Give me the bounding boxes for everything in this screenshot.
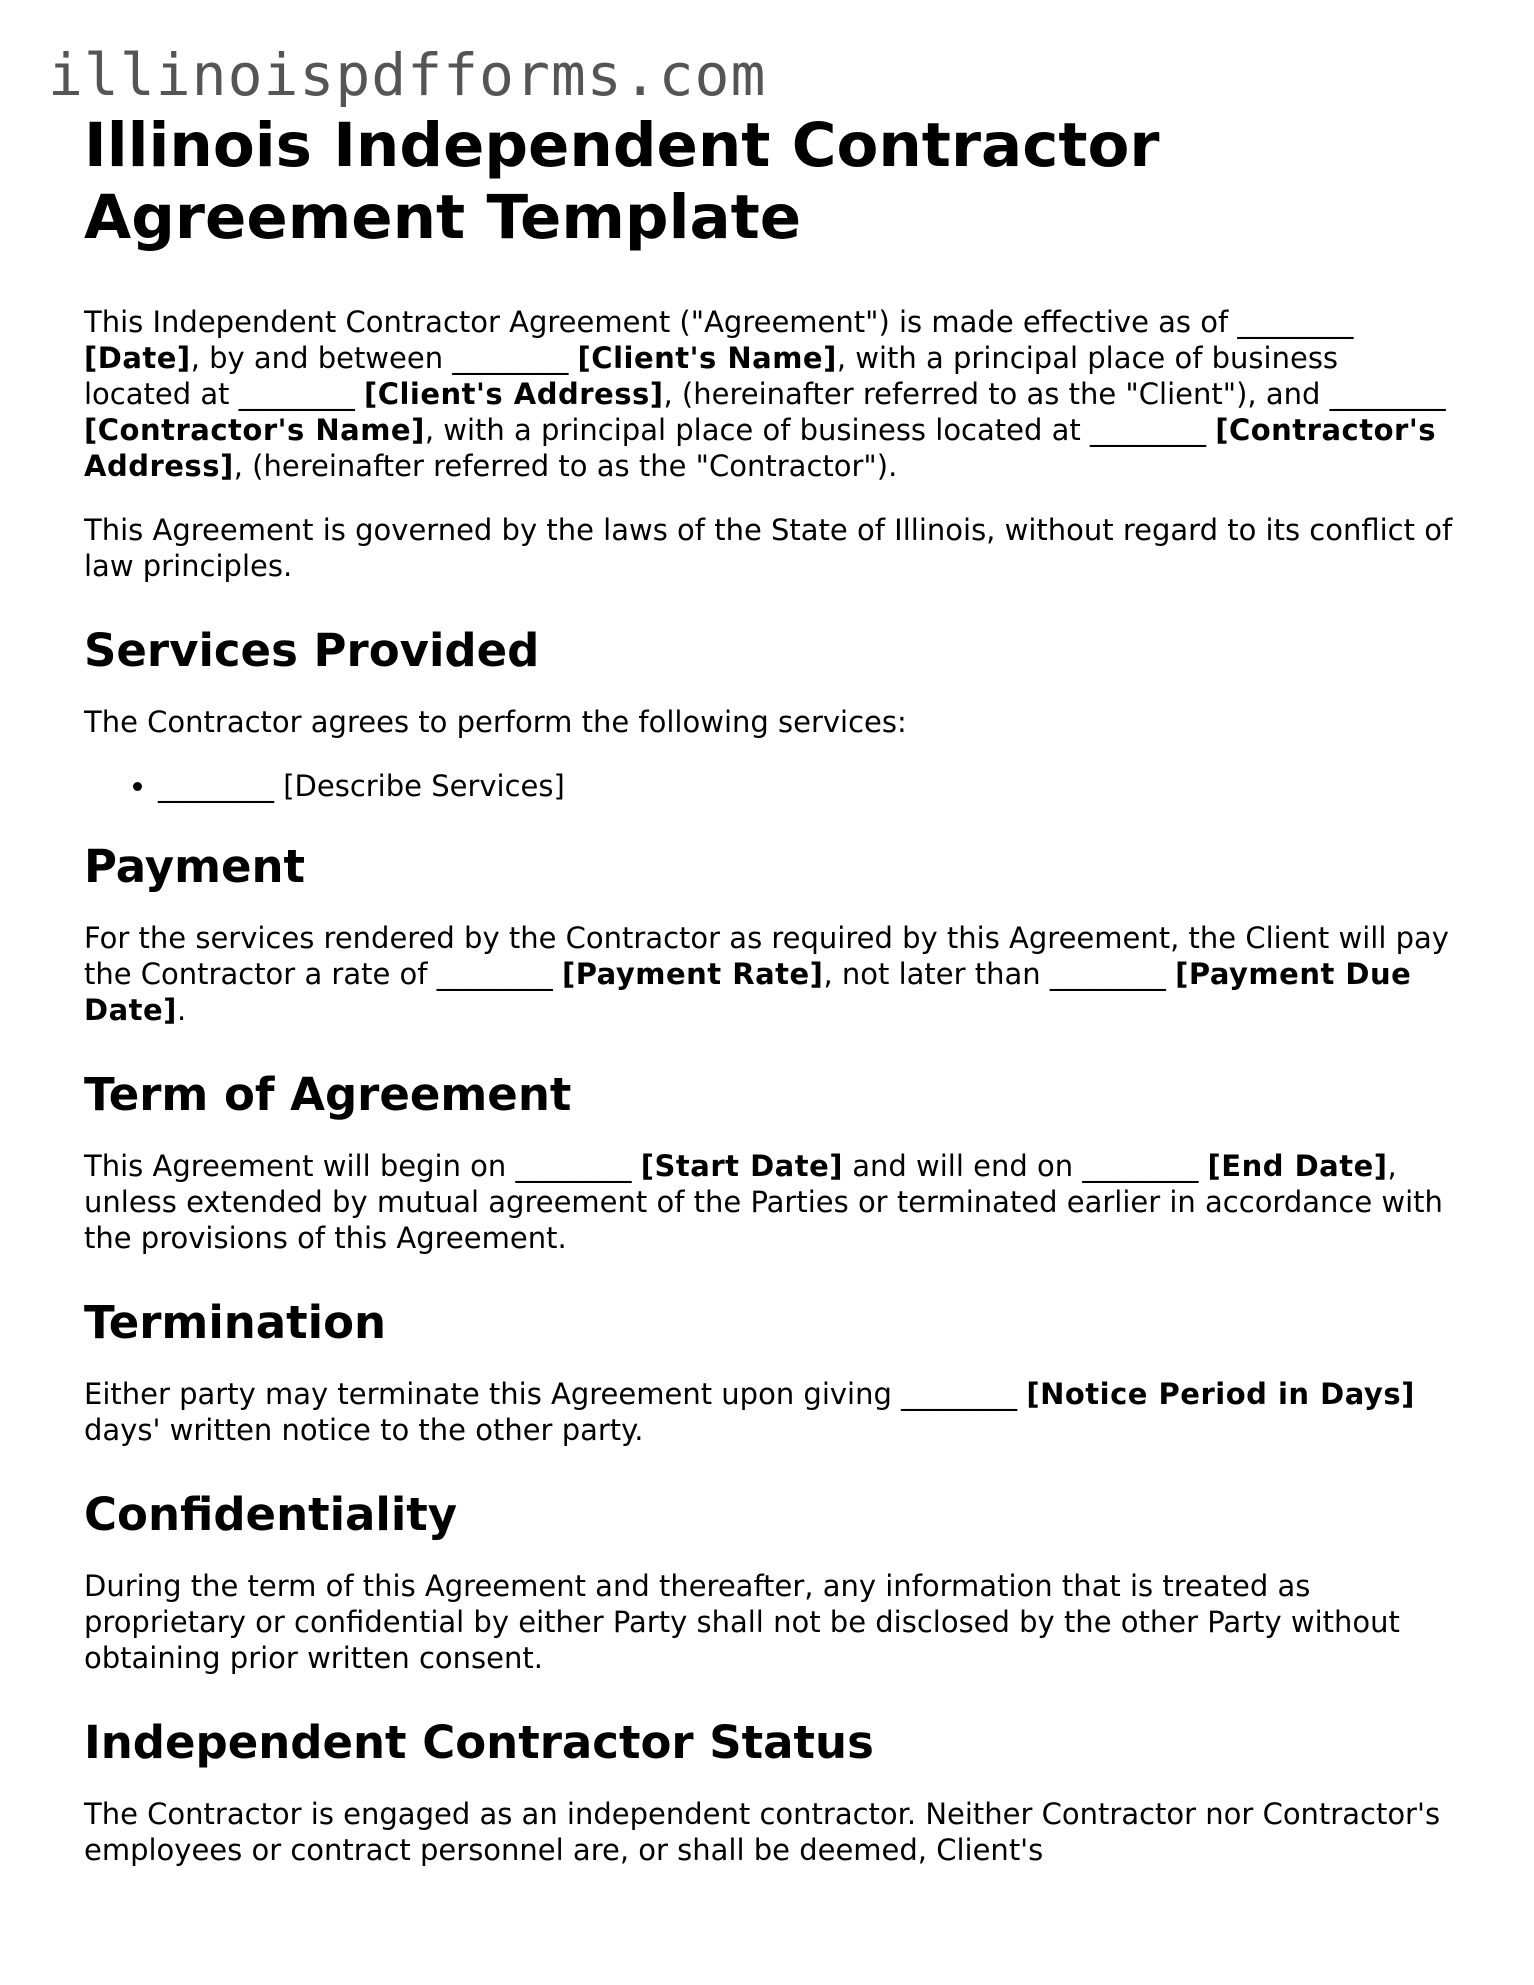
termination-heading: Termination bbox=[84, 1296, 387, 1349]
governing-law-paragraph: This Agreement is governed by the laws of the State of Illinois, without regard to its conflict of law principles. bbox=[84, 513, 1453, 583]
termination-paragraph: Either party may terminate this Agreement upon giving ________ [Notice Period in Days] days' written notice to the other party. bbox=[84, 1377, 1415, 1447]
payment-paragraph: For the services rendered by the Contractor as required by this Agreement, the Client will pay the Contractor a rate of ________ [Payment Rate], not later than ________ [Payment Due Date]. bbox=[84, 921, 1449, 1027]
status-paragraph: The Contractor is engaged as an independent contractor. Neither Contractor nor Contractor's employees or contract personnel are, or shall be deemed, Client's bbox=[84, 1797, 1441, 1867]
term-heading: Term of Agreement bbox=[84, 1068, 572, 1121]
notice-period-placeholder: [Notice Period in Days] bbox=[1026, 1377, 1415, 1411]
services-heading: Services Provided bbox=[84, 624, 540, 677]
page-title: Illinois Independent Contractor Agreement Template bbox=[84, 110, 1160, 253]
watermark: illinoispdfforms.com bbox=[48, 41, 767, 109]
intro-paragraph: This Independent Contractor Agreement ("Agreement") is made effective as of ________ [Date], by and between ________ [Client's Name], with a principal place of business located at ________ [Client's Address], (hereinafter referred to as the "Client"), and ________ [Contractor's Name], with a principal place of business located at ________ [Contractor's Address], (hereinafter referred to as the "Contractor"). bbox=[84, 305, 1446, 483]
payment-rate-placeholder: [Payment Rate] bbox=[561, 957, 824, 991]
list-item: • ________ [Describe Services] bbox=[158, 768, 1454, 804]
contractor-address-placeholder: [Contractor's Address] bbox=[84, 413, 1436, 483]
date-placeholder: [Date] bbox=[84, 341, 191, 375]
payment-heading: Payment bbox=[84, 840, 306, 893]
document-body bbox=[84, 110, 1454, 1896]
confidentiality-heading: Confidentiality bbox=[84, 1488, 458, 1541]
confidentiality-paragraph: During the term of this Agreement and thereafter, any information that is treated as proprietary or confidential by either Party shall not be disclosed by the other Party without obtaining prior written consent. bbox=[84, 1569, 1400, 1675]
client-address-placeholder: [Client's Address] bbox=[363, 377, 664, 411]
services-list bbox=[84, 768, 1454, 804]
client-name-placeholder: [Client's Name] bbox=[577, 341, 837, 375]
end-date-placeholder: [End Date] bbox=[1207, 1149, 1388, 1183]
term-paragraph: This Agreement will begin on ________ [Start Date] and will end on ________ [End Date], unless extended by mutual agreement of the Parties or terminated earlier in accordance with the provisions of this Agreement. bbox=[84, 1149, 1443, 1255]
payment-due-date-placeholder: [Payment Due Date] bbox=[84, 957, 1412, 1027]
start-date-placeholder: [Start Date] bbox=[640, 1149, 844, 1183]
contractor-name-placeholder: [Contractor's Name] bbox=[84, 413, 425, 447]
status-heading: Independent Contractor Status bbox=[84, 1716, 874, 1769]
services-paragraph: The Contractor agrees to perform the following services: bbox=[84, 705, 907, 739]
